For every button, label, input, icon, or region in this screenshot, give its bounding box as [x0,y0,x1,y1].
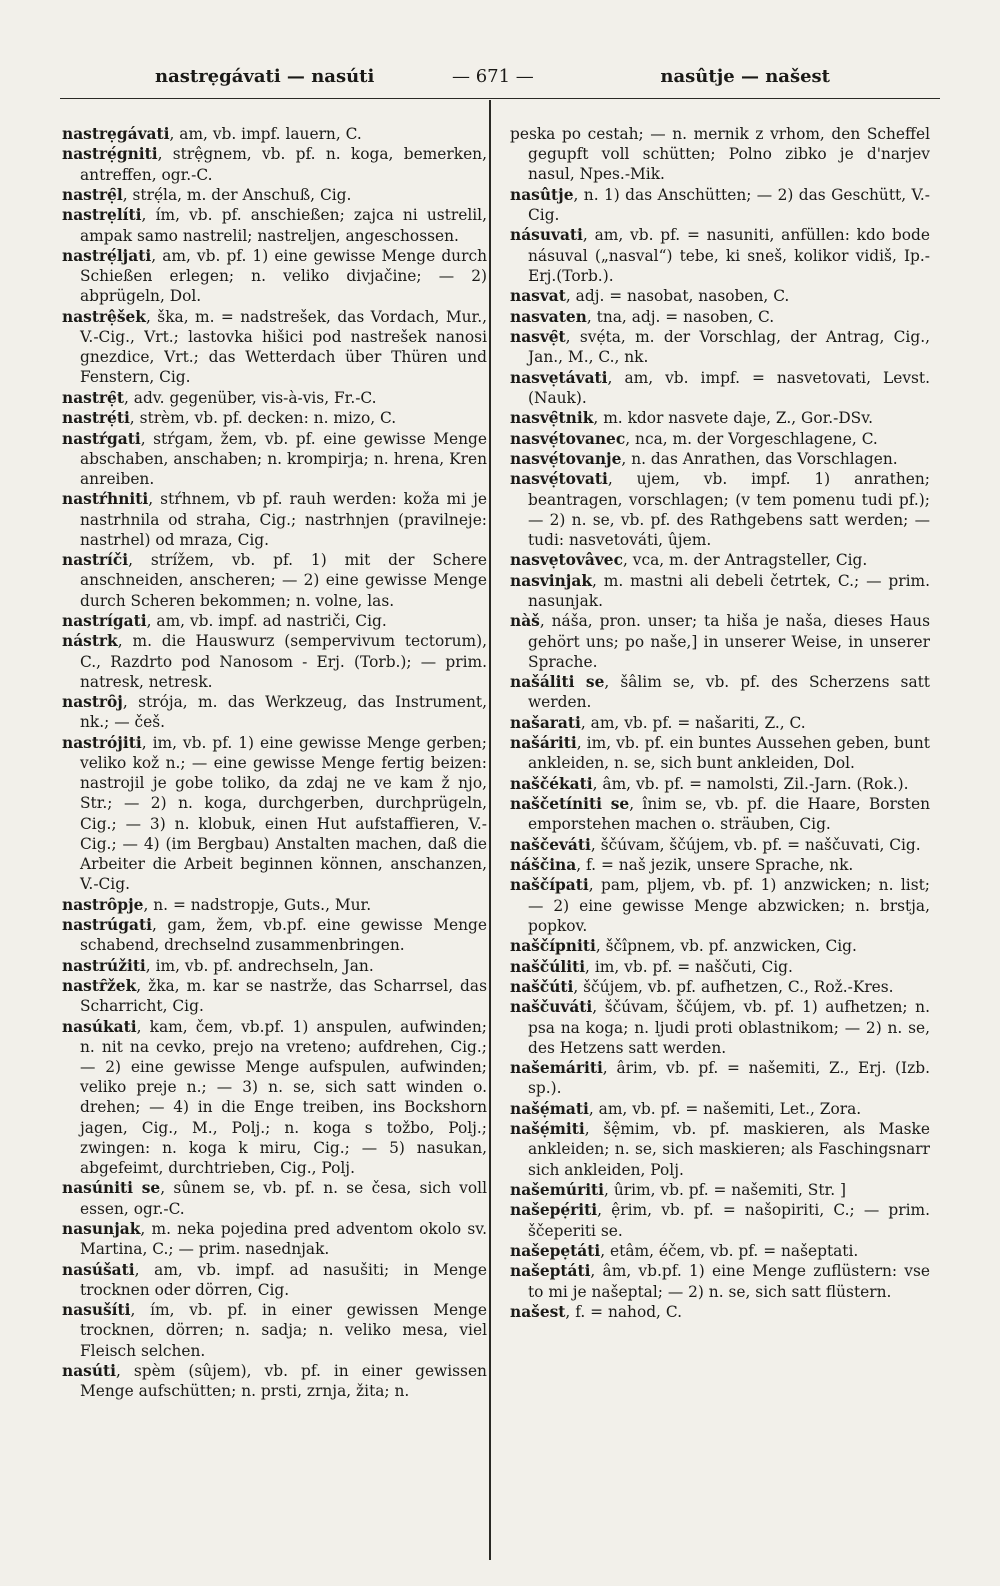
entry-definition: f. = nahod, C. [575,1302,682,1321]
entry-definition: am, vb. pf. = nasuniti, anfüllen: kdo bode násuval („nasval“) tebe, ki sneš, kolikor vidiš, Ip.-Erj.(Torb.). [528,226,930,285]
dictionary-entry [62,185,487,205]
entry-headword: našepẹ́riti , [510,1201,602,1219]
entry-definition: am, vb. impf. = nasvetovati, Levst.(Nauk). [528,368,930,407]
dictionary-entry [510,733,930,773]
dictionary-entry [510,408,930,428]
entry-headword: nastrúgati , [62,916,157,934]
dictionary-entry [510,368,930,408]
entry-definition: nca, m. der Vorgeschlagene, C. [635,429,878,448]
dictionary-entry [510,1099,930,1119]
entry-definition: im, vb. pf. = naščuti, Cig. [594,957,793,976]
entry-definition: strója, m. das Werkzeug, das Instrument, nk.; — češ. [80,693,487,732]
entry-definition: f. = naš jezik, unsere Sprache, nk. [586,856,854,875]
entry-definition: strệgnem, vb. pf. n. koga, bemerken, antreffen, ogr.-C. [80,145,487,184]
dictionary-entry [510,1302,930,1322]
entry-definition: am, vb. impf. lauern, C. [179,125,362,143]
entry-headword: našemáriti , [510,1059,608,1077]
entry-headword: nasušíti , [62,1301,135,1319]
entry-headword: nastrẹ́gniti , [62,145,163,163]
entry-definition: strížem, vb. pf. 1) mit der Schere anschneiden, anscheren; — 2) eine gewisse Menge durch Scheren bekommen; n. volne, las. [80,551,487,610]
entry-definition: adj. = nasobat, nasoben, C. [575,287,790,306]
dictionary-entry [62,1300,487,1361]
entry-definition: ujem, vb. impf. 1) anrathen; beantragen, vorschlagen; (v tem pomenu tudi pf.); — 2) n. se, vb. pf. des Rathgebens satt werden; — tudi: nasvetováti, ûjem. [528,470,930,549]
entry-definition: m. neka pojedina pred adventom okolo sv. Martina, C.; — prim. nasednjak. [80,1219,487,1259]
dictionary-entry [510,469,930,550]
entry-definition: am, vb. pf. 1) eine gewisse Menge durch Schießen erlegen; n. veliko divjačine; — 2) abprügeln, Dol. [80,246,487,306]
entry-definition: ûrim, vb. pf. = našemiti, Str. ] [613,1181,846,1199]
dictionary-entry [62,895,487,915]
entry-headword: nastrígati , [62,612,152,630]
entry-headword: naščípniti , [510,937,601,955]
entry-definition: ârim, vb. pf. = našemiti, Z., Erj. (Izb. sp.). [528,1059,930,1098]
entry-definition: m. mastni ali debeli četrtek, C.; — prim. nasunjak. [528,571,930,610]
entry-headword: nastrẹlíti , [62,206,146,224]
dictionary-entry [62,692,487,732]
dictionary-entry [510,875,930,936]
dictionary-entry [62,388,487,408]
dictionary-entry [62,408,487,428]
entry-definition: ščúvam, ščújem, vb. pf. 1) aufhetzen; n. psa na koga; n. ljudi proti oblastnikom; — 2) n. se, des Hetzens satt werden. [528,998,930,1057]
column-divider [489,100,491,1560]
running-head-right: nasûtje — našest [660,66,830,87]
entry-headword: náščina , [510,856,581,874]
entry-definition: ím, vb. pf. anschießen; zajca ni ustrelil, ampak samo nastrelil; nastreljen, angeschossen. [80,206,487,245]
entry-headword: našarati , [510,714,586,732]
entry-definition: m. kdor nasvete daje, Z., Gor.-DSv. [603,409,873,428]
dictionary-entry [62,550,487,611]
page-header [60,58,940,99]
dictionary-entry [62,246,487,307]
entry-headword: nastrȏpje , [62,896,148,914]
dictionary-entry [510,794,930,834]
entry-definition: am, vb. impf. ad nastriči, Cig. [156,611,387,630]
entry-headword: nasúti , [62,1362,121,1380]
entry-definition: n. das Anrathen, das Vorschlagen. [631,449,898,468]
entry-headword: nastríči , [62,551,133,569]
entry-headword: našepẹtáti , [510,1242,605,1260]
entry-headword: naščúti , [510,978,578,996]
dictionary-entry [62,489,487,550]
entry-definition: ščîpnem, vb. pf. anzwicken, Cig. [605,937,857,956]
dictionary-entry [510,286,930,306]
entry-definition: náša, pron. unser; ta hiša je naša, dieses Haus gehört uns; po naše,] in unserer Weise, in unserer Sprache. [528,612,930,671]
dictionary-entry [510,225,930,286]
entry-definition: vca, m. der Antragsteller, Cig. [632,551,868,570]
entry-headword: našẹ́mati , [510,1100,594,1118]
dictionary-entry [62,1017,487,1179]
dictionary-entry [510,1241,930,1261]
entry-definition: ệrim, vb. pf. = našopiriti, C.; — prim. ščeperiti se. [528,1201,930,1240]
dictionary-entry [510,672,930,712]
dictionary-entry [510,1119,930,1180]
entry-headword: nastŕgati , [62,430,146,448]
entry-definition: ščúvam, ščújem, vb. pf. = naščuvati, Cig. [600,835,921,854]
entry-definition: am, vb. pf. = našemiti, Let., Zora. [598,1099,862,1118]
dictionary-entry [510,1180,930,1200]
entry-headword: nastrẹ̑t , [62,389,129,407]
entry-definition: stŕgam, žem, vb. pf. eine gewisse Menge abschaben, anschaben; n. krompirja; n. hrena, Kren anreiben. [80,429,487,488]
dictionary-entry [62,124,487,144]
dictionary-entry [510,977,930,997]
entry-headword: nástrk , [62,632,123,650]
entry-definition: ščújem, vb. pf. aufhetzen, C., Rož.-Kres. [583,978,894,997]
dictionary-entry [510,611,930,672]
entry-headword: nastrệšek , [62,308,151,326]
entry-headword: nasunjak , [62,1220,145,1238]
entry-definition: înim se, vb. pf. die Haare, Borsten emporstehen machen o. sträuben, Cig. [528,795,930,834]
dictionary-entry [510,855,930,875]
entry-headword: naščúliti , [510,958,590,976]
dictionary-entry [62,976,487,1016]
entry-definition: m. die Hauswurz (sempervivum tectorum), C., Razdrto pod Nanosom - Erj. (Torb.); — prim. natresk, netresk. [80,632,487,691]
dictionary-entry [62,307,487,388]
entry-definition: n. = nadstropje, Guts., Mur. [153,895,372,914]
dictionary-entry [510,835,930,855]
entry-definition: im, vb. pf. ein buntes Aussehen geben, bunt ankleiden, n. se, sich bunt ankleiden, Dol. [528,734,930,773]
dictionary-entry [62,611,487,631]
dictionary-entry [62,956,487,976]
entry-definition: strẹ́la, m. der Anschuß, Cig. [132,185,352,204]
right-column [510,124,930,1322]
entry-headword: nastrẹ́ljati , [62,247,156,265]
entry-headword: nasvẹ́tovati , [510,470,613,488]
entry-definition: pam, pljem, vb. pf. 1) anzwicken; n. list; — 2) eine gewisse Menge abzwicken; n. brstja, popkov. [528,876,930,935]
dictionary-entry [510,1200,930,1240]
dictionary-entry [62,205,487,245]
entry-definition: strèm, vb. pf. decken: n. mizo, C. [139,409,397,428]
entry-headword: našest , [510,1303,570,1321]
entry-definition: spèm (sûjem), vb. pf. in einer gewissen Menge aufschütten; n. prsti, zrnja, žita; n. [80,1361,487,1401]
entry-headword: nasvẹtávati , [510,369,612,387]
entry-definition: n. 1) das Anschütten; — 2) das Geschütt, V.-Cig. [528,185,930,224]
dictionary-entry [62,915,487,955]
entry-headword: našáliti se , [510,673,609,691]
entry-headword: nasvẹtovâvec , [510,551,628,569]
entry-headword: našemúriti , [510,1181,609,1199]
entry-headword: nasvinjak , [510,572,597,590]
entry-headword: nastȓžek , [62,977,141,995]
entry-definition: kam, čem, vb.pf. 1) anspulen, aufwinden; n. nit na cevko, prejo na vreteno; aufdrehen, Cig.; — 2) eine gewisse Menge aufspulen, aufwinden; veliko preje n.; — 3) n. se, sich satt winden o. drehen; — 4) in die Enge treiben, ins Bockshorn jagen, Cig., M., Polj.; n. koga s tožbo, Polj.; zwingen: n. koga k miru, Cig.; — 5) nasukan, abgefeimt, durchtrieben, Cig., Polj. [80,1017,487,1177]
dictionary-entry [62,733,487,895]
entry-headword: nasvaten , [510,308,592,326]
dictionary-entry [510,713,930,733]
entry-definition: peska po cestah; — n. mernik z vrhom, den Scheffel gegupft voll schütten; Polno zibko je d'narjev nasul, Npes.-Mik. [510,125,930,184]
entry-headword: nasúkati , [62,1018,142,1036]
entry-headword: naščuváti , [510,998,597,1016]
entry-definition: am, vb. pf. = našariti, Z., C. [590,713,806,732]
entry-headword: nasvẹ̑tnik , [510,409,598,427]
left-column [62,124,487,1401]
dictionary-entry [510,1261,930,1301]
entry-headword: našáriti , [510,734,582,752]
entry-definition: am, vb. impf. ad nasušiti; in Menge trocknen oder dörren, Cig. [80,1260,487,1299]
entry-headword: nasúniti se , [62,1179,165,1197]
entry-headword: nasvẹ̑t , [510,328,571,346]
running-head-left: nastrẹgávati — nasúti [155,66,375,87]
entry-headword: nasúšati , [62,1261,140,1279]
dictionary-entry [510,185,930,225]
dictionary-entry [510,957,930,977]
entry-definition: žka, m. kar se nastrže, das Scharrsel, das Scharricht, Cig. [80,976,487,1016]
entry-definition: gam, žem, vb.pf. eine gewisse Menge schabend, drechselnd zusammenbringen. [80,915,487,955]
entry-definition: âm, vb.pf. 1) eine Menge zuflüstern: vse to mi je našeptal; — 2) n. se, sich satt flüstern. [528,1262,930,1301]
dictionary-entry [510,307,930,327]
entry-definition: stŕhnem, vb pf. rauh werden: koža mi je nastrhnila od straha, Cig.; nastrhnjen (pravilneje: nastrhel) od mraza, Cig. [80,490,487,549]
entry-headword: nasvẹ́tovanec , [510,430,630,448]
entry-definition: sûnem se, vb. pf. n. se česa, sich voll essen, ogr.-C. [80,1179,487,1218]
entry-headword: nastrẹ̑l , [62,186,128,204]
dictionary-entry [510,571,930,611]
entry-headword: našeptáti , [510,1262,595,1280]
entry-definition: šâlim se, vb. pf. des Scherzens satt werden. [528,673,930,712]
dictionary-entry [510,124,930,185]
dictionary-entry [62,1178,487,1218]
entry-definition: im, vb. pf. 1) eine gewisse Menge gerben; veliko kož n.; — eine gewisse Menge fertig beizen: nastrojil je gobe toliko, da zdaj ne ve kam ž njo, Str.; — 2) n. koga, durchgerben, durchprügeln, Cig.; — 3) n. klobuk, einen Hut aufstaffieren, V.-Cig.; — 4) (im Bergbau) Anstalten machen, daß die Arbeiter die Arbeit beginnen können, anschanzen, V.-Cig. [80,733,487,894]
entry-headword: nastrójiti , [62,734,147,752]
entry-headword: nastrẹ́ti , [62,409,135,427]
entry-headword: nastrẹgávati , [62,125,174,143]
dictionary-entry [62,1260,487,1300]
dictionary-entry [510,449,930,469]
dictionary-entry [510,774,930,794]
dictionary-entry [62,144,487,184]
dictionary-entry [62,1219,487,1259]
dictionary-entry [510,997,930,1058]
dictionary-entry [510,550,930,570]
dictionary-entry [510,936,930,956]
entry-headword: nastrȏj , [62,693,128,711]
entry-headword: naščípati , [510,876,594,894]
dictionary-entry [510,429,930,449]
entry-headword: naščékati , [510,775,598,793]
entry-headword: nasvẹ́tovanje , [510,450,626,468]
dictionary-entry [62,1361,487,1401]
entry-definition: svẹ́ta, m. der Vorschlag, der Antrag, Cig., Jan., M., C., nk. [528,327,930,367]
dictionary-entry [510,1058,930,1098]
entry-definition: ím, vb. pf. in einer gewissen Menge trocknen, dörren; n. sadja; n. veliko mesa, viel Fleisch selchen. [80,1301,487,1360]
dictionary-entry [62,429,487,490]
entry-definition: etâm, éčem, vb. pf. = našeptati. [610,1241,859,1260]
entry-definition: âm, vb. pf. = namolsti, Zil.-Jarn. (Rok.). [602,774,909,793]
entry-headword: nasûtje , [510,186,578,204]
entry-headword: nasvat , [510,287,571,305]
entry-definition: ška, m. = nadstrešek, das Vordach, Mur., V.-Cig., Vrt.; lastovka hišici pod nastrešek nanosi gnezdice, Vrt.; das Wetterdach über Thüren und Fenstern, Cig. [80,307,487,387]
entry-definition: adv. gegenüber, vis-à-vis, Fr.-C. [133,388,377,407]
entry-headword: nastŕhniti , [62,490,153,508]
entry-definition: im, vb. pf. andrechseln, Jan. [155,956,374,975]
dictionary-entry [62,631,487,692]
entry-headword: naščetíniti se , [510,795,634,813]
entry-headword: nàš , [510,612,545,630]
entry-definition: tna, adj. = nasoben, C. [596,307,775,326]
entry-headword: nastrúžiti , [62,957,151,975]
entry-headword: násuvati , [510,226,588,244]
entry-headword: našẹ́miti , [510,1120,590,1138]
dictionary-entry [510,327,930,367]
entry-headword: naščeváti , [510,836,596,854]
entry-definition: šệmim, vb. pf. maskieren, als Maske ankleiden; n. se, sich maskieren; als Faschingsnarr sich ankleiden, Polj. [528,1120,930,1179]
page-number: — 671 — [452,66,534,87]
